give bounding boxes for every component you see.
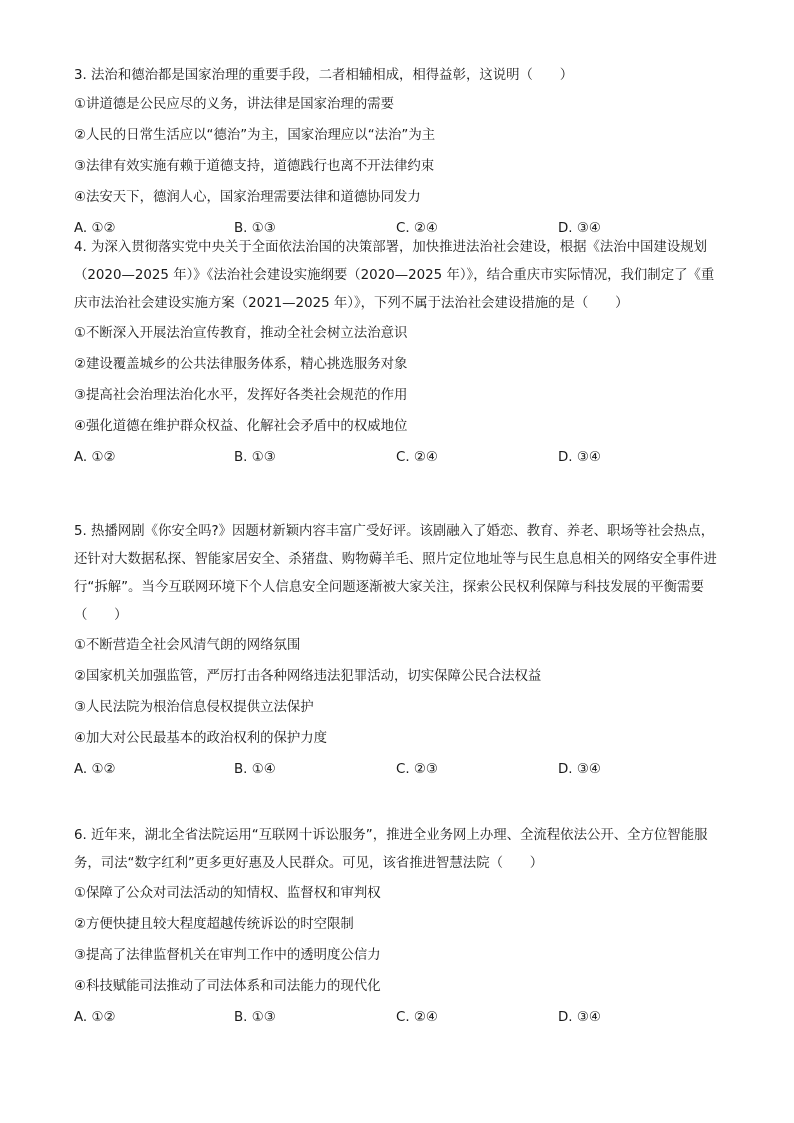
statement-option: ④法安天下，德润人心，国家治理需要法律和道德协同发力: [74, 190, 421, 205]
question-stem: 6. 近年来，湖北全省法院运用“互联网十诉讼服务”，推进全业务网上办理、全流程依法公开、全方位智能服务，司法“数字红利”更多更好惠及人民群众。可见，该省推进智慧法院（ ）: [74, 828, 708, 871]
question-stem: 3. 法治和德治都是国家治理的重要手段，二者相辅相成，相得益彰，这说明（ ）: [74, 68, 574, 83]
question-3: [74, 62, 724, 244]
statement-option: ②人民的日常生活应以“德治”为主，国家治理应以“法治”为主: [74, 128, 436, 143]
statement-option: ③人民法院为根治信息侵权提供立法保护: [74, 700, 314, 715]
choice-b: B. ①④: [234, 762, 276, 777]
statement-option: ②方便快捷且较大程度超越传统诉讼的时空限制: [74, 917, 354, 932]
question-stem: 5. 热播网剧《你安全吗?》因题材新颖内容丰富广受好评。该剧融入了婚恋、教育、养老、职场等社会热点，还针对大数据私探、智能家居安全、杀猪盘、购物薅羊毛、照片定位地址等与民生息息相关的网络安全事件进行“拆解”。当今互联网环境下个人信息安全问题逐渐被大家关注，探索公民权利保障与科技发展的平衡需要（ ）: [74, 524, 717, 623]
answer-choices: [74, 442, 724, 473]
statement-option: ③法律有效实施有赖于道德支持，道德践行也离不开法律约束: [74, 159, 435, 174]
choice-b: B. ①③: [234, 1010, 276, 1025]
statement-option: ④科技赋能司法推动了司法体系和司法能力的现代化: [74, 979, 381, 994]
answer-choices: [74, 754, 724, 785]
choice-c: C. ②④: [396, 1010, 438, 1025]
choice-c: C. ②③: [396, 762, 438, 777]
statement-option: ④加大对公民最基本的政治权利的保护力度: [74, 731, 328, 746]
statement-option: ①不断深入开展法治宣传教育，推动全社会树立法治意识: [74, 326, 408, 341]
choice-a: A. ①②: [74, 450, 116, 465]
choice-a: A. ①②: [74, 221, 116, 236]
statement-option: ①保障了公众对司法活动的知情权、监督权和审判权: [74, 886, 381, 901]
choice-c: C. ②④: [396, 450, 438, 465]
choice-d: D. ③④: [558, 1010, 601, 1025]
choice-a: A. ①②: [74, 1010, 116, 1025]
question-5: [74, 518, 724, 785]
choice-c: C. ②④: [396, 221, 438, 236]
answer-choices: [74, 1002, 724, 1033]
choice-d: D. ③④: [558, 762, 601, 777]
statement-option: ③提高了法律监督机关在审判工作中的透明度公信力: [74, 948, 381, 963]
choice-a: A. ①②: [74, 762, 116, 777]
choice-d: D. ③④: [558, 450, 601, 465]
question-4: [74, 234, 724, 473]
question-stem: 4. 为深入贯彻落实党中央关于全面依法治国的决策部署，加快推进法治社会建设，根据《法治中国建设规划（2020—2025 年）》《法治社会建设实施纲要（2020—2025 年）》，结合重庆市实际情况，我们制定了《重庆市法治社会建设实施方案（2021—2025 年）》，下列不属于法治社会建设措施的是（ ）: [74, 240, 715, 311]
question-6: [74, 822, 724, 1033]
statement-option: ②建设覆盖城乡的公共法律服务体系，精心挑选服务对象: [74, 357, 408, 372]
choice-b: B. ①③: [234, 221, 276, 236]
statement-option: ①不断营造全社会风清气朗的网络氛围: [74, 638, 301, 653]
choice-b: B. ①③: [234, 450, 276, 465]
statement-option: ①讲道德是公民应尽的义务，讲法律是国家治理的需要: [74, 97, 394, 112]
statement-option: ③提高社会治理法治化水平，发挥好各类社会规范的作用: [74, 388, 408, 403]
statement-option: ④强化道德在维护群众权益、化解社会矛盾中的权威地位: [74, 419, 408, 434]
choice-d: D. ③④: [558, 221, 601, 236]
statement-option: ②国家机关加强监管，严厉打击各种网络违法犯罪活动，切实保障公民合法权益: [74, 669, 542, 684]
